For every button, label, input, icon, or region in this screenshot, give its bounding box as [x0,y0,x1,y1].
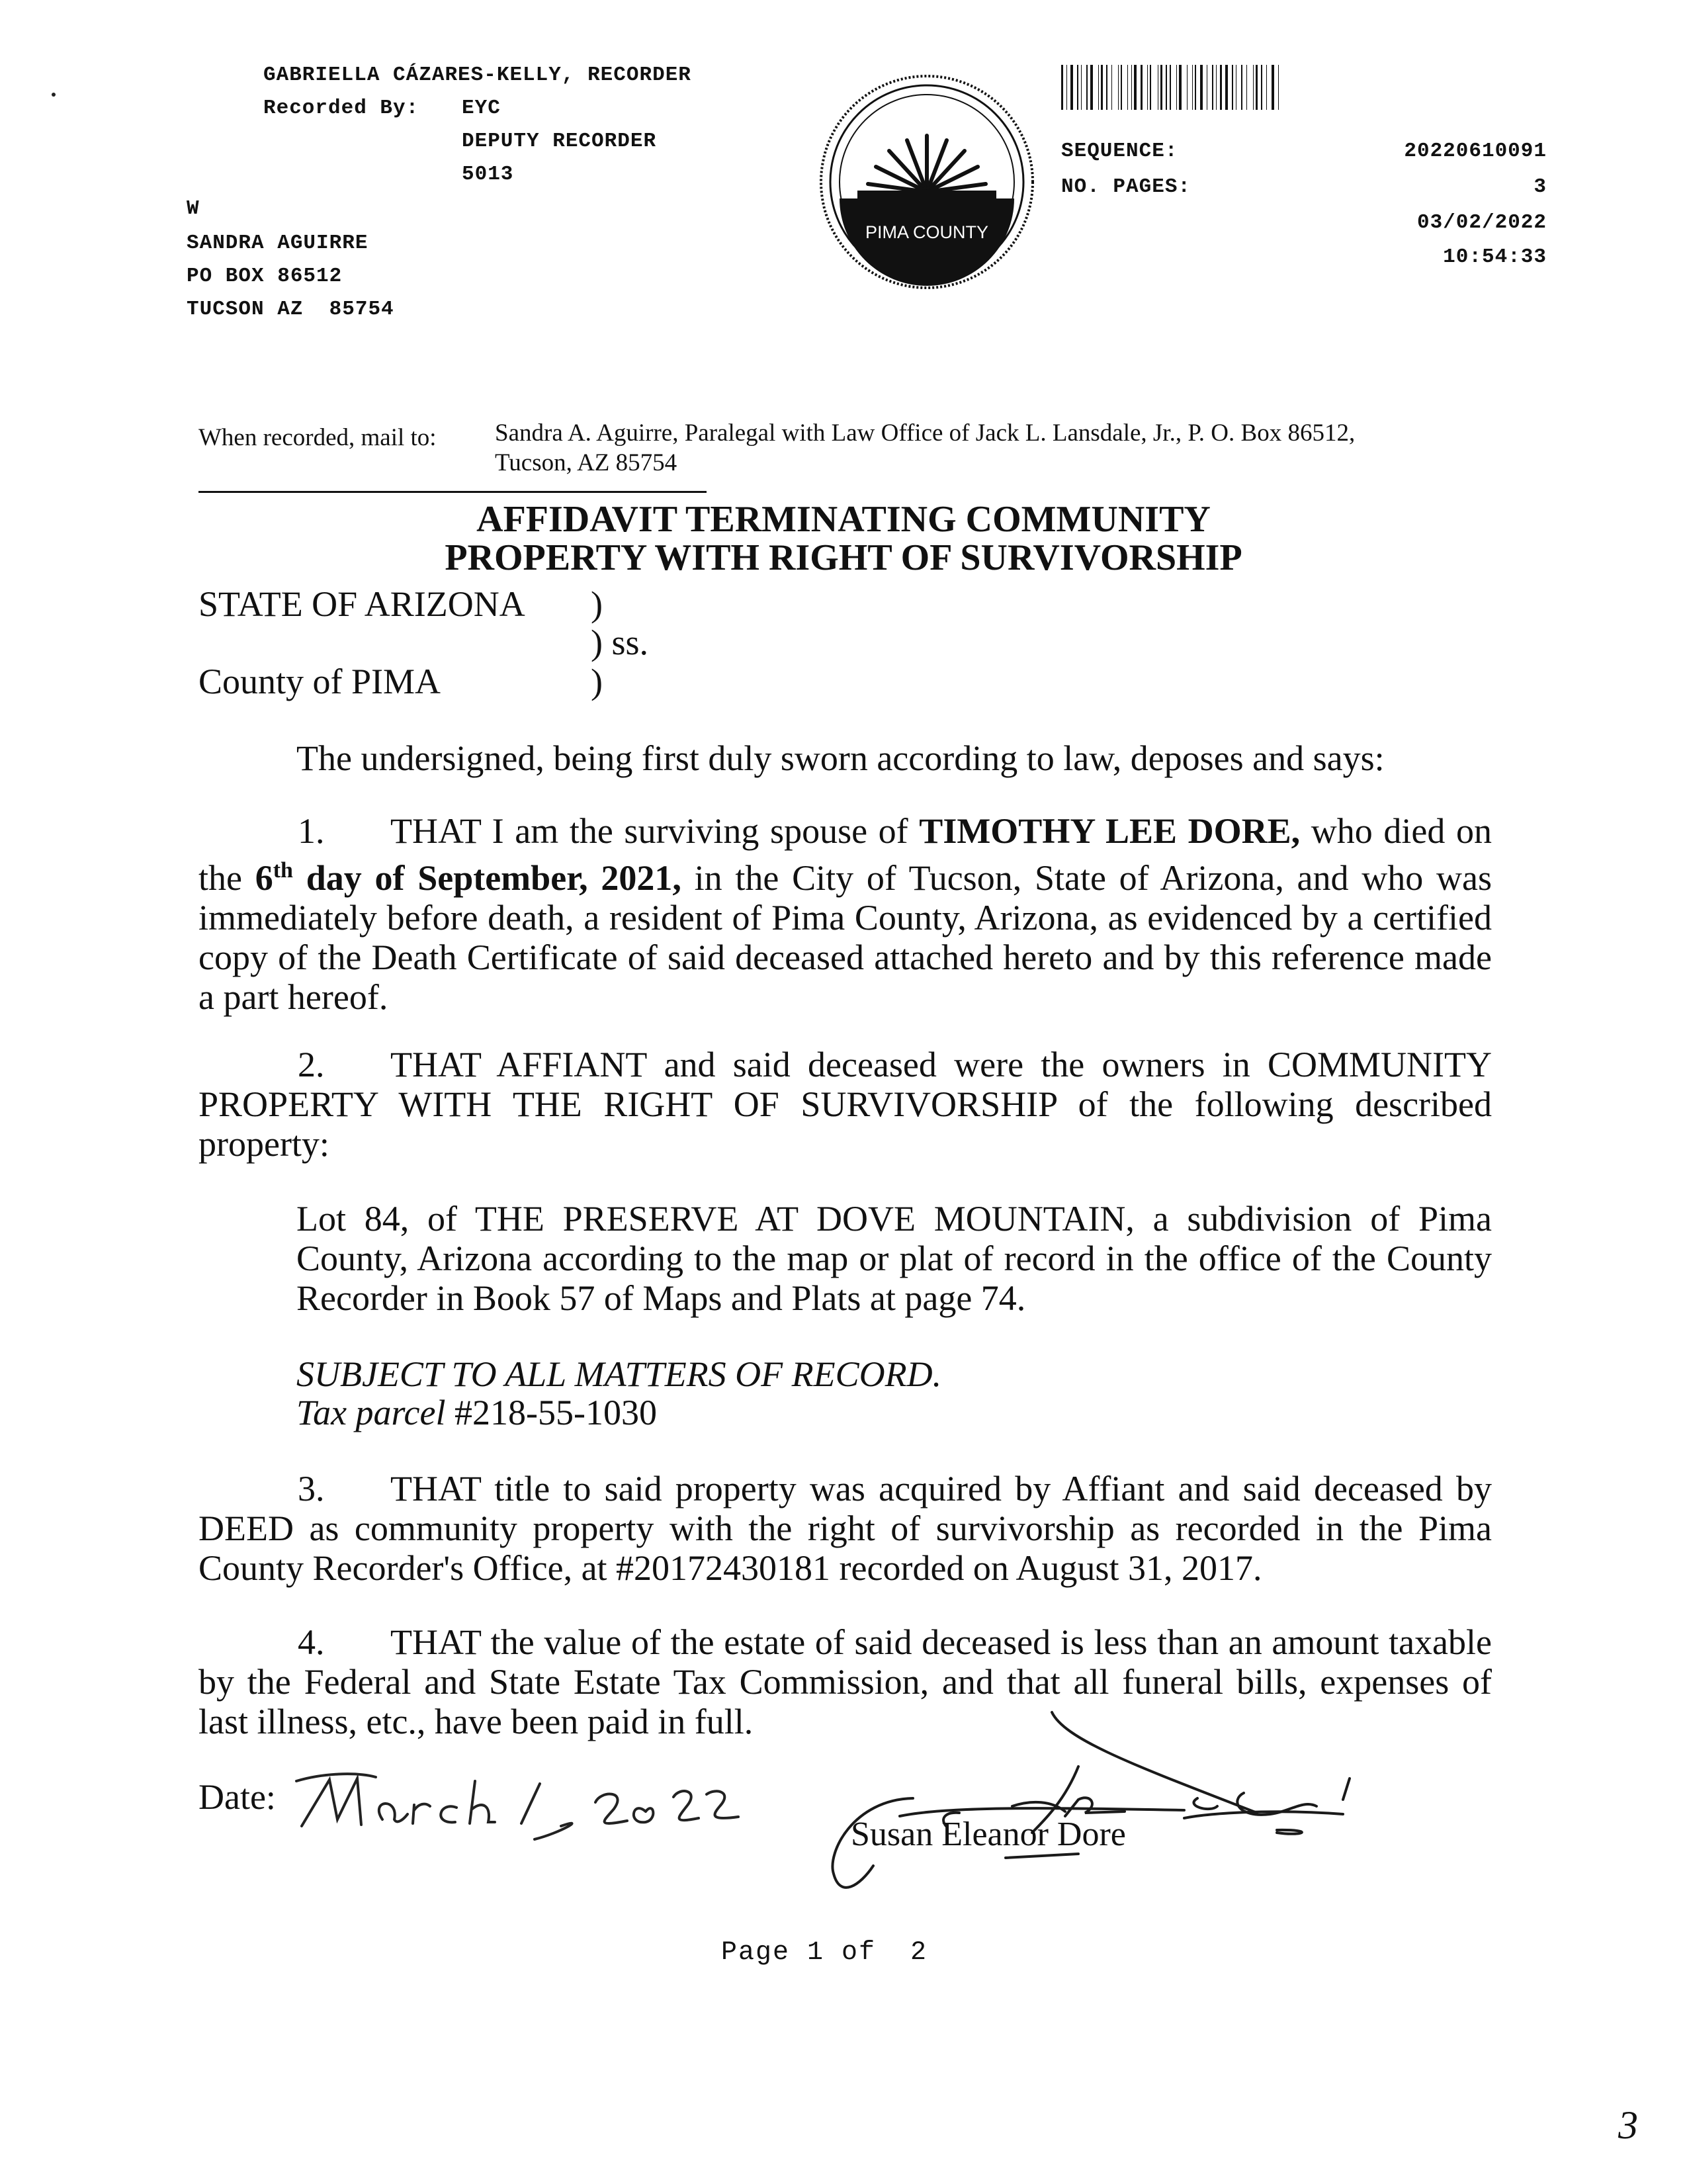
barcode-bar [1077,65,1078,110]
signer-name: Susan Eleanor Dore [851,1815,1126,1853]
barcode-bar [1261,65,1262,110]
barcode-bar [1127,65,1128,110]
corner-page-mark: 3 [1618,2103,1638,2147]
paragraph-4-number: 4. [298,1622,325,1662]
barcode-bar [1200,65,1203,110]
paragraph-1-text-c: in the City of Tucson, State of Arizona, and who was immediately before death, a resident of Pima County, Arizona, as evidenced by a certified copy of the Death Certificate of said deceased attached hereto and by this reference made a part hereof. [198,858,1492,1017]
venue-county: County of PIMA [198,662,441,701]
barcode-bar [1192,65,1193,110]
paragraph-2-text: THAT AFFIANT and said deceased were the owners in COMMUNITY PROPERTY WITH THE RIGHT OF SURVIVORSHIP of the following described property: [198,1045,1492,1164]
barcode-bar [1131,65,1132,110]
barcode-bar [1147,65,1148,110]
paragraph-2 [198,1045,1492,1164]
stray-dot [52,93,56,97]
barcode-bar [1170,65,1171,110]
tax-parcel-label: Tax parcel [296,1393,446,1432]
w-mark: W [187,197,200,220]
recording-barcode [1061,65,1508,110]
barcode-bar [1160,65,1162,110]
barcode-bar [1187,65,1188,110]
barcode-bar [1232,65,1233,110]
barcode-bar [1166,65,1167,110]
paragraph-1 [198,811,1492,1017]
barcode-bar [1086,65,1088,110]
death-date: day of September, 2021, [292,858,681,898]
barcode-bar [1121,65,1122,110]
barcode-bar [1118,65,1119,110]
mail-to-line1: Sandra A. Aguirre, Paralegal with Law Office of Jack L. Lansdale, Jr., P. O. Box 86512, [495,419,1356,447]
mail-to-label: When recorded, mail to: [198,424,437,451]
return-box: PO BOX 86512 [187,265,343,288]
death-day-suffix: th [273,858,293,883]
barcode-bar [1141,65,1143,110]
intro-text: The undersigned, being first duly sworn according to law, deposes and says: [296,738,1385,778]
paragraph-3-text: THAT title to said property was acquired by Affiant and said deceased by DEED as community property with the right of survivorship as recorded in the Pima County Recorder's Office, at #20172430181 recorded on August 31, 2017. [198,1469,1492,1588]
document-title [0,500,1687,577]
recorded-by-label: Recorded By: [263,97,419,120]
recording-time: 10:54:33 [1443,245,1547,269]
paragraph-3 [198,1469,1492,1588]
title-line-1: AFFIDAVIT TERMINATING COMMUNITY [476,499,1211,540]
deputy-recorder-label: DEPUTY RECORDER [462,130,657,153]
pima-county-seal [818,73,1036,291]
paragraph-4-text: THAT the value of the estate of said deceased is less than an amount taxable by the Federal and State Estate Tax Commission, and that all funeral bills, expenses of last illness, etc., have been paid in full. [198,1622,1492,1741]
sequence-label: SEQUENCE: [1061,140,1178,163]
recording-date: 03/02/2022 [1416,211,1547,234]
barcode-bar [1176,65,1177,110]
barcode-bar [1216,65,1217,110]
deputy-recorder-id: 5013 [462,163,514,186]
barcode-bar [1179,65,1182,110]
date-label: Date: [198,1777,276,1817]
paragraph-1-text-b: who died on the [198,811,1492,898]
page-indicator: Page 1 of 2 [721,1938,928,1968]
recorder-name: GABRIELLA CÁZARES-KELLY, RECORDER [263,64,691,87]
barcode-bar [1150,65,1151,110]
death-day [255,858,681,898]
signature-graphic [814,1700,1429,1899]
barcode-bar [1256,65,1258,110]
tax-parcel [296,1392,657,1433]
pages-label: NO. PAGES: [1061,175,1191,198]
title-line-2: PROPERTY WITH RIGHT OF SURVIVORSHIP [445,537,1242,578]
return-city: TUCSON AZ 85754 [187,298,394,321]
mail-to-line2: Tucson, AZ 85754 [495,449,677,476]
mail-to-rule [198,491,707,493]
barcode-bar [1253,65,1254,110]
barcode-bar [1070,65,1073,110]
subject-to-note: SUBJECT TO ALL MATTERS OF RECORD. [296,1354,942,1394]
barcode-bar [1272,65,1274,110]
barcode-bar [1212,65,1213,110]
decedent-name: TIMOTHY LEE DORE, [919,811,1301,851]
barcode-bar [1195,65,1196,110]
venue-paren-3: ) [591,662,603,701]
paragraph-1-text-a: THAT I am the surviving spouse of [390,811,920,851]
barcode-bar [1106,65,1107,110]
recorded-by-value: EYC [462,97,501,120]
seal-text: PIMA COUNTY [865,222,989,242]
handwritten-date [283,1753,740,1853]
return-name: SANDRA AGUIRRE [187,232,368,255]
barcode-bar [1101,65,1103,110]
barcode-bar [1246,65,1247,110]
venue-ss: ) ss. [591,623,649,662]
barcode-bar [1066,65,1067,110]
venue-paren-1: ) [591,584,603,624]
barcode-bar [1134,65,1137,110]
death-day-number: 6 [255,858,273,898]
paragraph-3-number: 3. [298,1469,325,1508]
tax-parcel-value: #218-55-1030 [445,1393,657,1432]
barcode-bar [1220,65,1222,110]
barcode-bar [1241,65,1242,110]
barcode-bar [1111,65,1112,110]
barcode-bar [1225,65,1228,110]
paragraph-1-number: 1. [298,811,325,851]
pages-value: 3 [1534,175,1547,198]
venue-state: STATE OF ARIZONA [198,584,525,624]
sequence-value: 20220610091 [1404,140,1547,163]
barcode-bar [1098,65,1099,110]
legal-description: Lot 84, of THE PRESERVE AT DOVE MOUNTAIN, a subdivision of Pima County, Arizona according to the map or plat of record in the office of the County Recorder in Book 57 of Maps and Plats at page 74. [296,1199,1492,1318]
barcode-bar [1266,65,1267,110]
paragraph-2-number: 2. [298,1045,325,1084]
barcode-bar [1081,65,1082,110]
barcode-bar [1061,65,1063,110]
barcode-bar [1090,65,1093,110]
barcode-bar [1278,65,1279,110]
